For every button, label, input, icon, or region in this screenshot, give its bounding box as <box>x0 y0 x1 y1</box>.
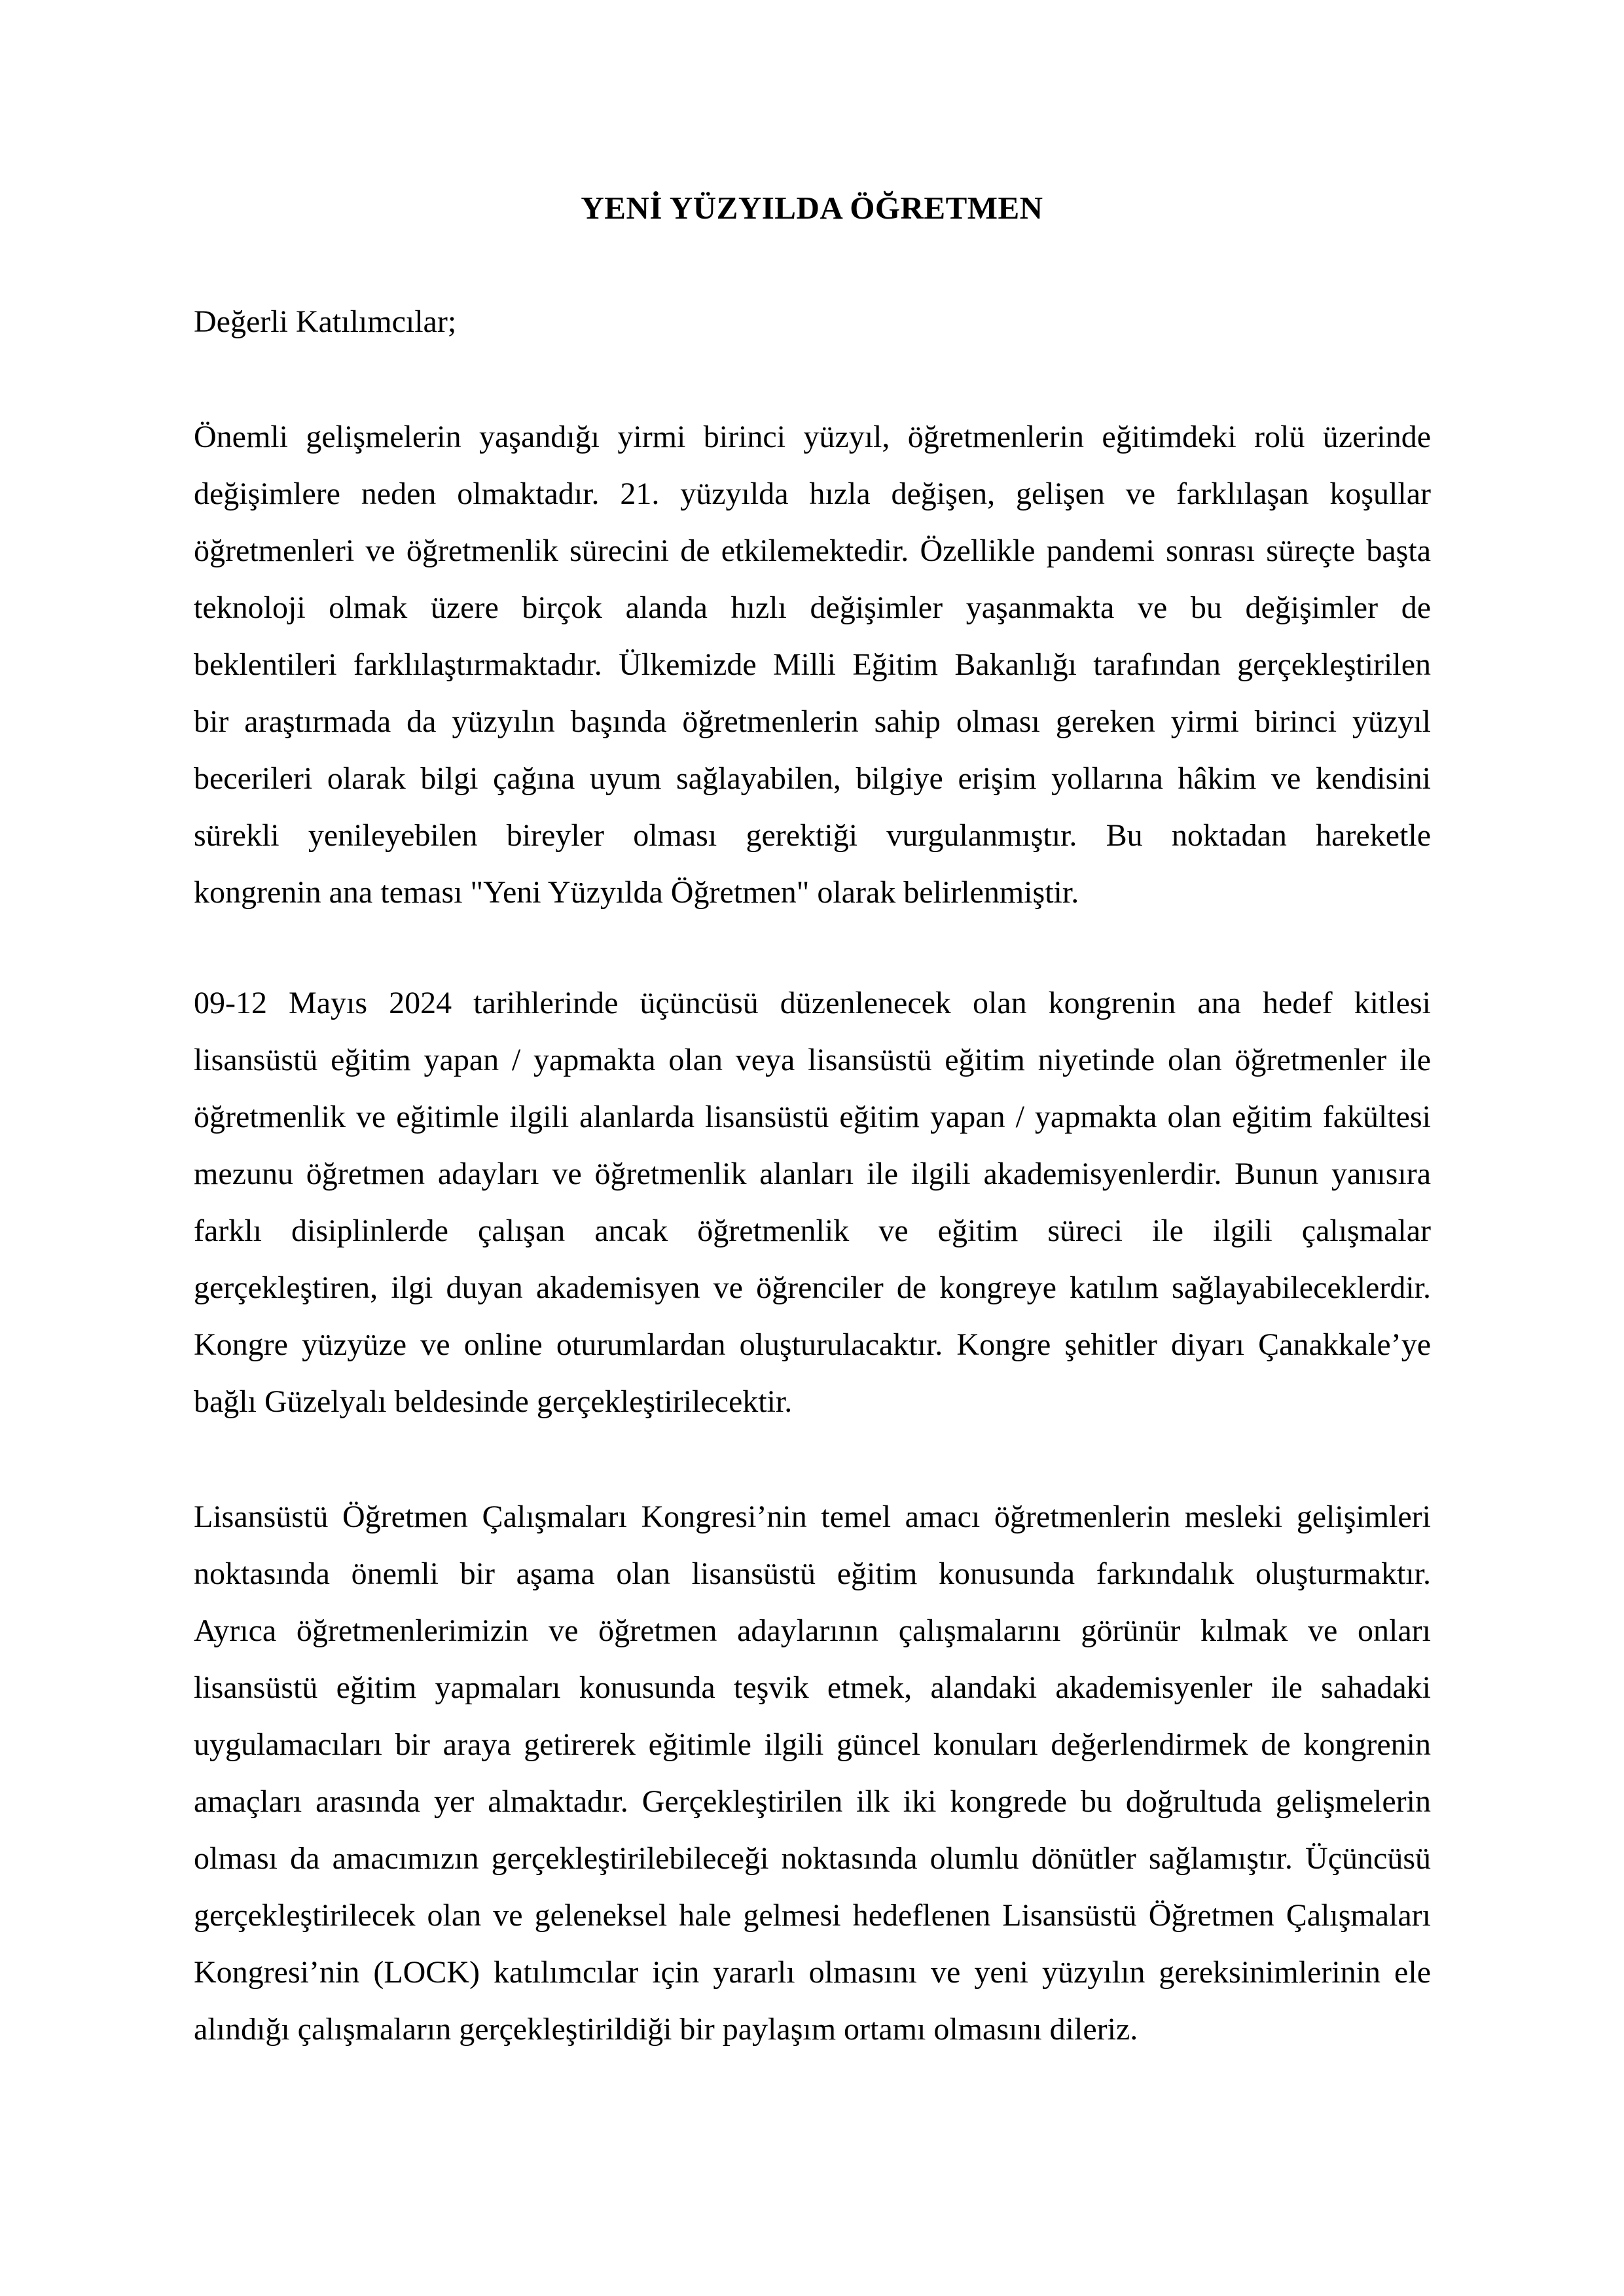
paragraph-line: öğretmenlik ve eğitimle ilgili alanlarda lisansüstü eğitim yapan / yapmakta olan eğitim fakültesi <box>194 1100 1431 1134</box>
paragraph-line: farklı disiplinlerde çalışan ancak öğretmenlik ve eğitim süreci ile ilgili çalışmalar <box>194 1213 1431 1248</box>
paragraph-line: bağlı Güzelyalı beldesinde gerçekleştirilecektir. <box>194 1384 793 1419</box>
paragraph-line: noktasında önemli bir aşama olan lisansüstü eğitim konusunda farkındalık oluşturmaktır. <box>194 1556 1431 1591</box>
document-title: YENİ YÜZYILDA ÖĞRETMEN <box>581 190 1043 226</box>
paragraph-line: uygulamacıları bir araya getirerek eğitimle ilgili güncel konuları değerlendirmek de kongrenin <box>194 1727 1431 1762</box>
paragraph-line: Ayrıca öğretmenlerimizin ve öğretmen adaylarının çalışmalarını görünür kılmak ve onları <box>194 1613 1431 1648</box>
paragraph-line: lisansüstü eğitim yapan / yapmakta olan veya lisansüstü eğitim niyetinde olan öğretmenler ile <box>194 1043 1431 1077</box>
paragraph-line: Kongresi’nin (LOCK) katılımcılar için yararlı olmasını ve yeni yüzyılın gereksinimlerinin ele <box>194 1955 1431 1990</box>
paragraph-line: mezunu öğretmen adayları ve öğretmenlik alanları ile ilgili akademisyenlerdir. Bunun yanısıra <box>194 1157 1431 1191</box>
paragraph-1 <box>194 418 1431 930</box>
paragraph-line: Kongre yüzyüze ve online oturumlardan oluşturulacaktır. Kongre şehitler diyarı Çanakkale’ye <box>194 1327 1431 1362</box>
paragraph-line: beklentileri farklılaştırmaktadır. Ülkemizde Milli Eğitim Bakanlığı tarafından gerçekleştirilen <box>194 647 1431 682</box>
paragraph-3 <box>194 1498 1431 2067</box>
paragraph-line: değişimlere neden olmaktadır. 21. yüzyılda hızla değişen, gelişen ve farklılaşan koşullar <box>194 476 1431 511</box>
paragraph-line: 09-12 Mayıs 2024 tarihlerinde üçüncüsü düzenlenecek olan kongrenin ana hedef kitlesi <box>194 986 1431 1020</box>
paragraph-line: amaçları arasında yer almaktadır. Gerçekleştirilen ilk iki kongrede bu doğrultuda gelişmelerin <box>194 1784 1431 1819</box>
paragraph-line: olması da amacımızın gerçekleştirilebileceği noktasında olumlu dönütler sağlamıştır. Üçüncüsü <box>194 1841 1431 1876</box>
paragraph-line: öğretmenleri ve öğretmenlik sürecini de etkilemektedir. Özellikle pandemi sonrası süreçte başta <box>194 533 1431 568</box>
paragraph-line: kongrenin ana teması "Yeni Yüzyılda Öğretmen" olarak belirlenmiştir. <box>194 875 1079 910</box>
paragraph-line: becerileri olarak bilgi çağına uyum sağlayabilen, bilgiye erişim yollarına hâkim ve kendisini <box>194 761 1431 796</box>
paragraph-line: sürekli yenileyebilen bireyler olması gerektiği vurgulanmıştır. Bu noktadan hareketle <box>194 818 1431 853</box>
paragraph-2 <box>194 984 1431 1439</box>
paragraph-line: Lisansüstü Öğretmen Çalışmaları Kongresi’nin temel amacı öğretmenlerin mesleki gelişimleri <box>194 1499 1431 1534</box>
salutation: Değerli Katılımcılar; <box>194 304 457 339</box>
paragraph-line: gerçekleştiren, ilgi duyan akademisyen ve öğrenciler de kongreye katılım sağlayabileceklerdir. <box>194 1270 1431 1305</box>
paragraph-line: bir araştırmada da yüzyılın başında öğretmenlerin sahip olması gereken yirmi birinci yüzyıl <box>194 704 1431 739</box>
paragraph-line: teknoloji olmak üzere birçok alanda hızlı değişimler yaşanmakta ve bu değişimler de <box>194 590 1431 625</box>
paragraph-line: lisansüstü eğitim yapmaları konusunda teşvik etmek, alandaki akademisyenler ile sahadaki <box>194 1670 1431 1705</box>
paragraph-line: gerçekleştirilecek olan ve geleneksel hale gelmesi hedeflenen Lisansüstü Öğretmen Çalışmaları <box>194 1898 1431 1933</box>
paragraph-line: alındığı çalışmaların gerçekleştirildiği bir paylaşım ortamı olmasını dileriz. <box>194 2012 1138 2047</box>
paragraph-line: Önemli gelişmelerin yaşandığı yirmi birinci yüzyıl, öğretmenlerin eğitimdeki rolü üzerinde <box>194 420 1431 454</box>
